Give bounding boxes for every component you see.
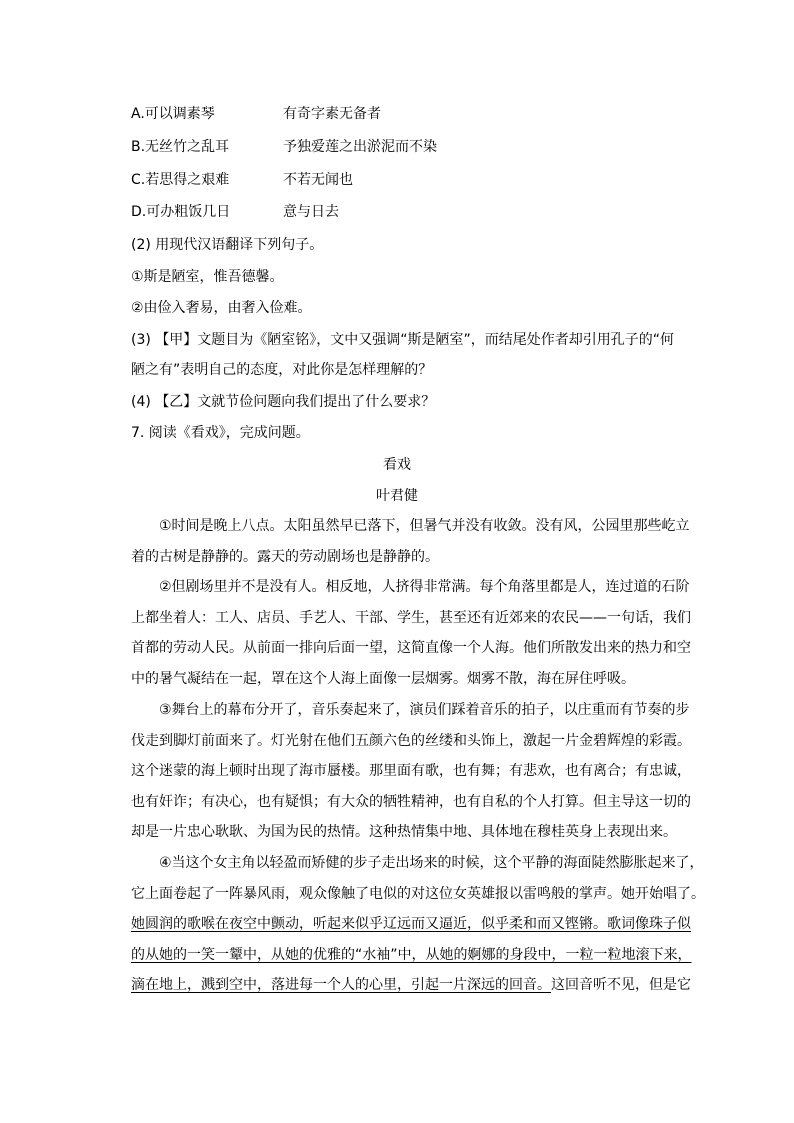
paragraph-1-line: 着的古树是静静的。露天的劳动剧场也是静静的。	[131, 548, 439, 565]
paragraph-4-underlined-line: 的从她的一笑一颦中，从她的优雅的“水袖”中，从她的婀娜的身段中，一粒一粒地滚下来，	[131, 946, 692, 963]
article-title: 看戏	[383, 457, 411, 473]
question-3-line-1: (3) 【甲】文题目为《陋室铭》，文中又强调“斯是陋室”，而结尾处作者却引用孔子的“何	[131, 332, 675, 348]
article-author: 叶君健	[376, 488, 418, 504]
paragraph-3-line: 却是一片忠心耿耿、为国为民的热情。这种热情集中地、具体地在穆桂英身上表现出来。	[131, 824, 677, 840]
option-a-right: 有奇字素无备者	[283, 106, 381, 122]
option-b-right: 予独爱莲之出淤泥而不染	[283, 139, 437, 155]
paragraph-4-underlined-line: 她圆润的歌喉在夜空中颤动，听起来似乎辽远而又逼近，似乎柔和而又铿锵。歌词像珠子似	[131, 916, 691, 932]
question-2-sentence-1: ①斯是陋室，惟吾德馨。	[131, 269, 284, 285]
option-c-left: C.若思得之艰难	[131, 172, 230, 188]
question-4: (4) 【乙】文就节俭问题向我们提出了什么要求？	[131, 394, 436, 410]
question-2: (2) 用现代汉语翻译下列句子。	[131, 237, 324, 253]
paragraph-2	[131, 577, 691, 699]
paragraph-1	[131, 516, 690, 577]
option-d-right: 意与日去	[283, 204, 339, 220]
paragraph-3-line: 也有奸诈；有决心，也有疑惧；有大众的牺牲精神，也有自私的个人打算。但主导这一切的	[131, 793, 691, 810]
paragraph-4-underlined-segment: 滴在地上，溅到空中，落进每一个人的心里，引起一片深远的回音。	[131, 977, 551, 993]
paragraph-3-line: 这个迷蒙的海上顿时出现了海市蜃楼。那里面有歌，也有舞；有悲欢，也有离合；有忠诚，	[131, 763, 691, 779]
paragraph-2-line: 上都坐着人：工人、店员、手艺人、干部、学生，甚至还有近郊来的农民——一句话，我们	[131, 609, 691, 626]
paragraph-2-line: ②但剧场里并不是没有人。相反地，人挤得非常满。每个角落里都是人，连过道的石阶	[131, 579, 690, 595]
paragraph-4-trailing-segment: 这回音听不见，但是它	[551, 977, 691, 993]
option-d-left: D.可办粗饭几日	[131, 204, 231, 220]
paragraph-2-line: 中的暑气凝结在一起，罩在这个人海上面像一层烟雾。烟雾不散，海在屏住呼吸。	[131, 670, 635, 687]
paragraph-3	[131, 700, 691, 853]
paragraph-1-line: ①时间是晚上八点。太阳虽然早已落下，但暑气并没有收敛。没有风，公园里那些屹立	[131, 518, 690, 534]
paragraph-4	[131, 853, 705, 1006]
paragraph-2-line: 首都的劳动人民。从前面一排向后面一望，这简直像一个人海。他们所散发出来的热力和空	[131, 640, 691, 656]
question-3-line-2: 陋之有”表明自己的态度，对此你是怎样理解的？	[131, 362, 433, 378]
paragraph-4-last-line	[131, 975, 691, 1006]
option-a-left: A.可以调素琴	[131, 106, 215, 122]
question-2-sentence-2: ②由俭入奢易，由奢入俭难。	[131, 300, 312, 316]
question-7: 7. 阅读《看戏》，完成问题。	[131, 425, 310, 441]
paragraph-3-line: ③舞台上的幕布分开了，音乐奏起来了，演员们踩着音乐的拍子，以庄重而有节奏的步	[131, 702, 690, 718]
paragraph-4-line: 它上面卷起了一阵暴风雨，观众像触了电似的对这位女英雄报以雷鸣般的掌声。她开始唱了。	[131, 885, 705, 902]
option-c-right: 不若无闻也	[283, 172, 353, 188]
paragraph-4-line: ④当这个女主角以轻盈而矫健的步子走出场来的时候，这个平静的海面陡然膨胀起来了，	[131, 855, 704, 871]
option-b-left: B.无丝竹之乱耳	[131, 139, 230, 155]
paragraph-3-line: 伐走到脚灯前面来了。灯光射在他们五颜六色的丝缕和头饰上，激起一片金碧辉煌的彩霞。	[131, 732, 691, 749]
